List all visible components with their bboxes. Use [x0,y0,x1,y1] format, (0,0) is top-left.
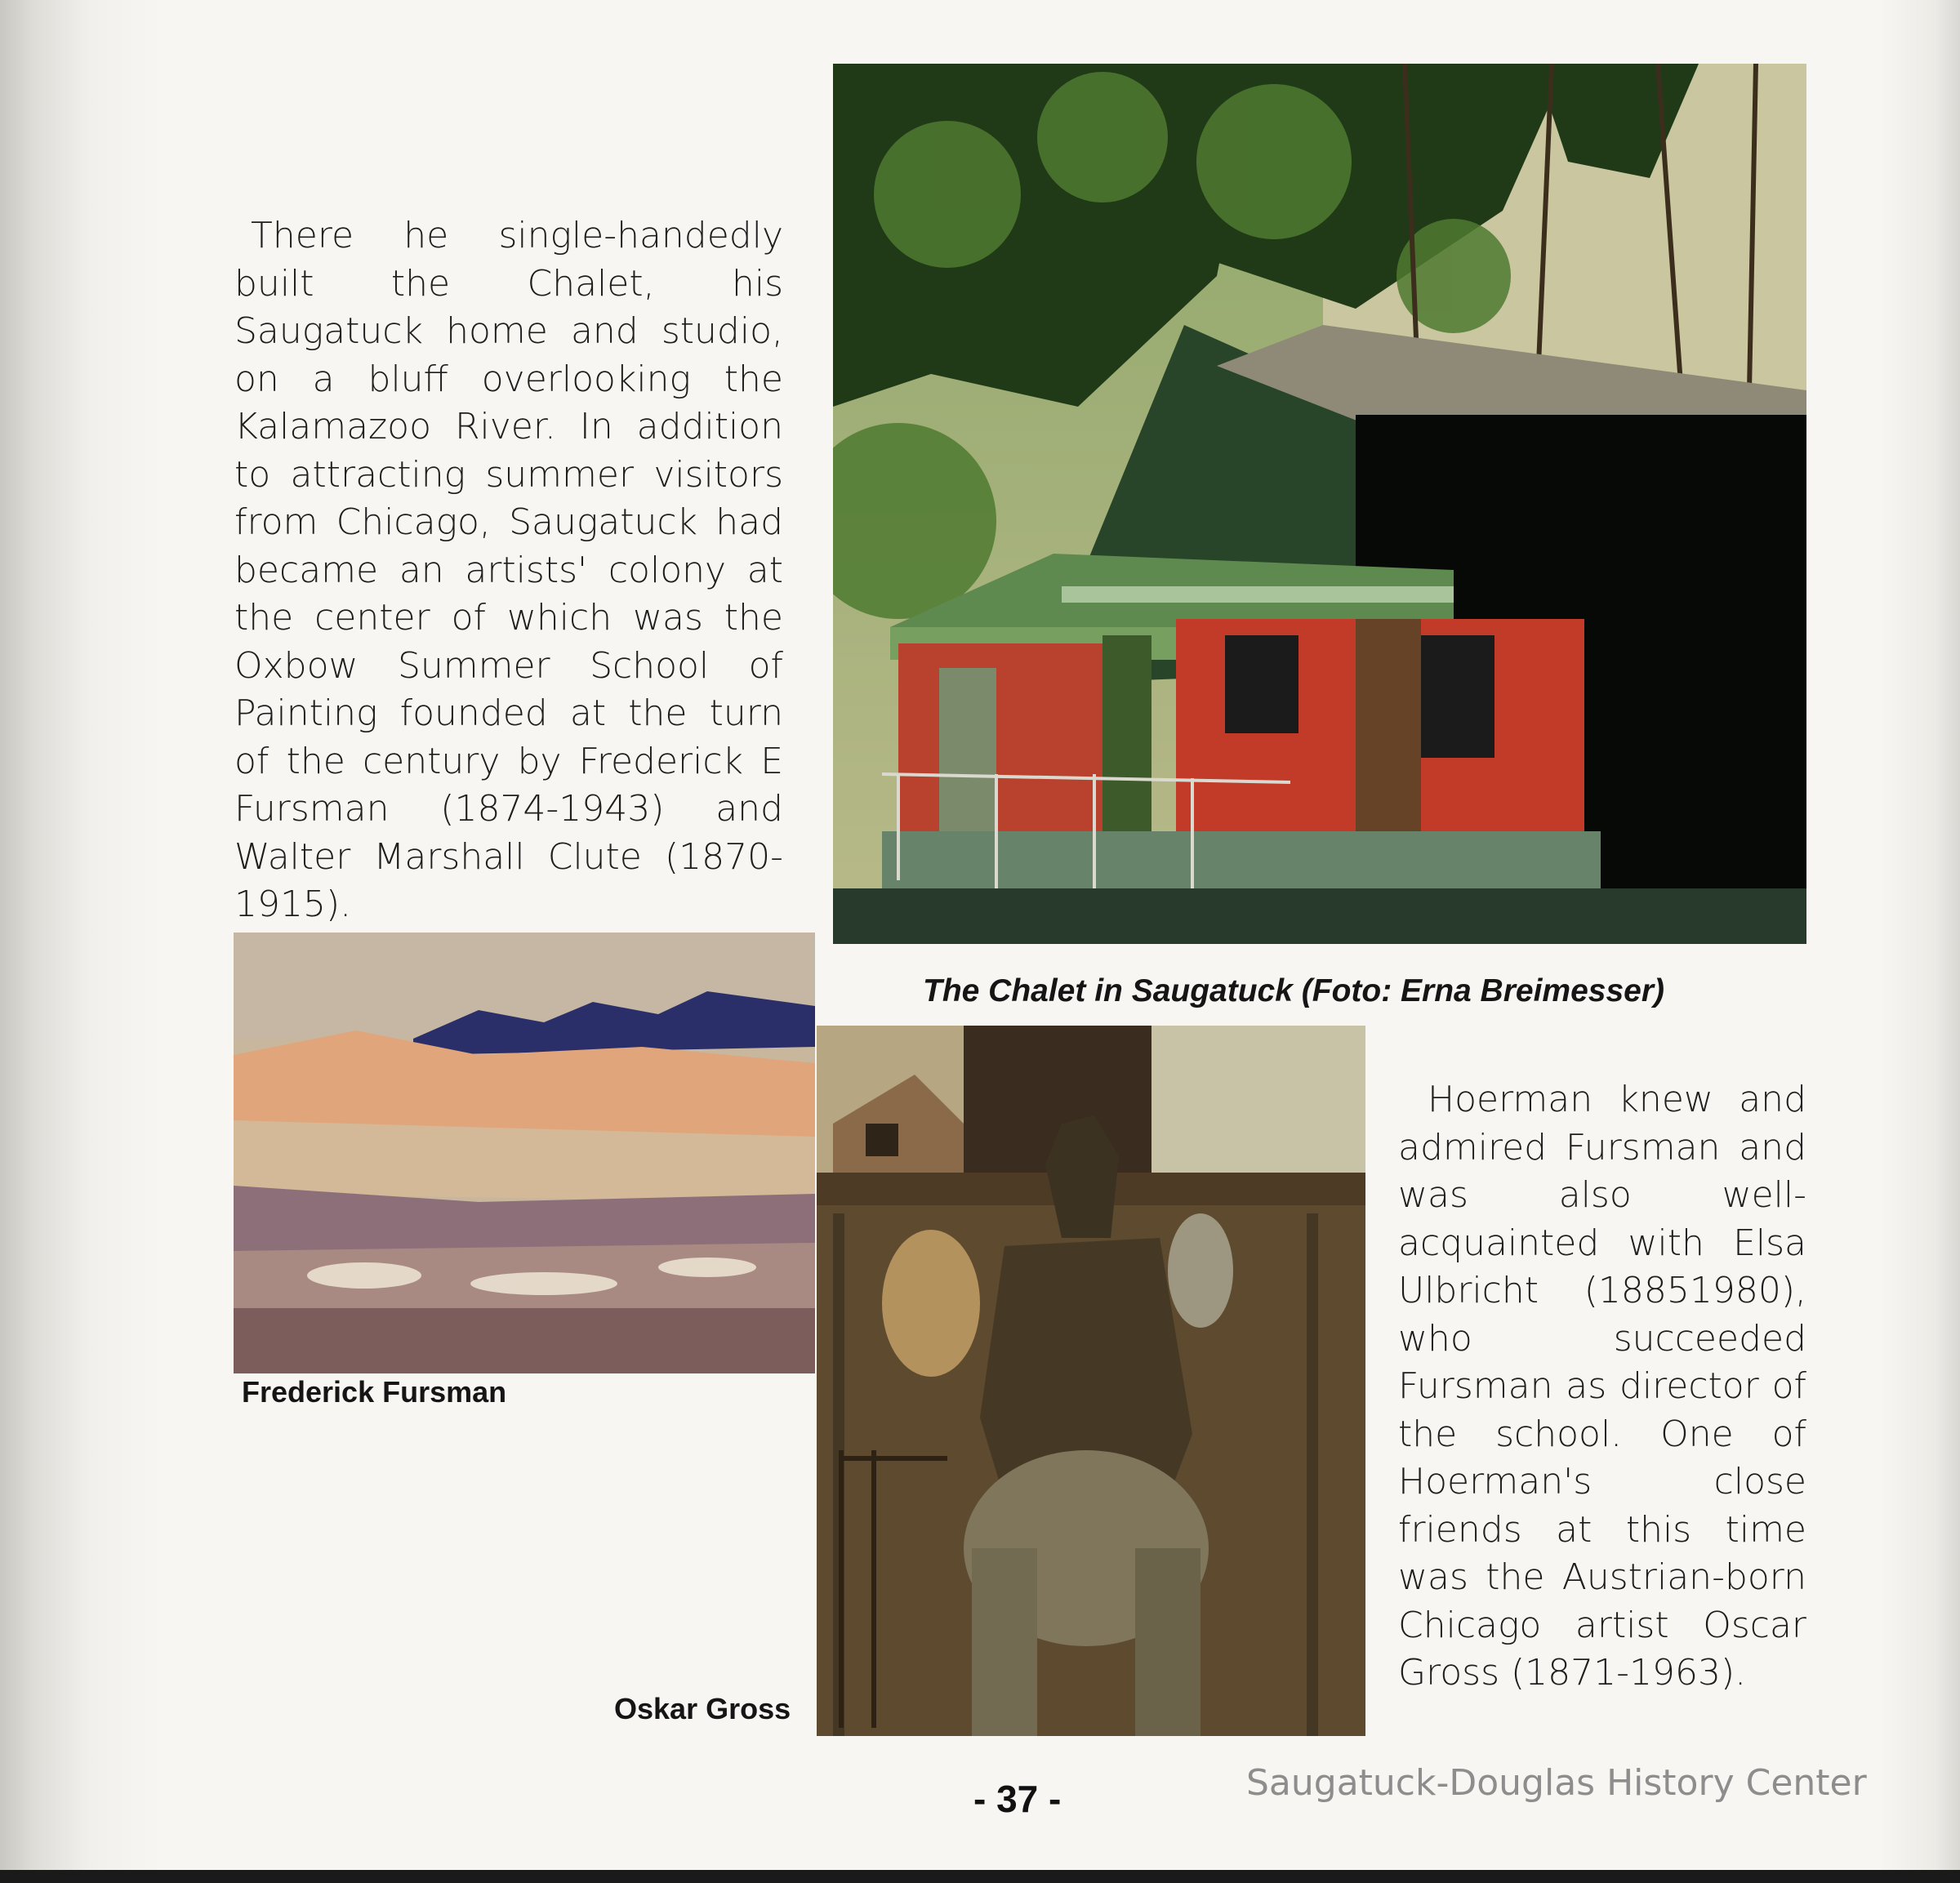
fursman-painting-image [234,933,815,1373]
fursman-caption: Frederick Fursman [242,1375,507,1409]
fursman-painting [234,933,815,1373]
chalet-photo [833,64,1806,944]
chalet-caption: The Chalet in Saugatuck (Foto: Erna Breimesser) [923,973,1665,1008]
gross-caption: Oskar Gross [614,1692,791,1725]
page-number: - 37 - [973,1778,1062,1820]
gross-painting-image [817,1026,1365,1736]
chalet-photo-image [833,64,1806,944]
page-bottom-edge [0,1870,1960,1883]
archive-watermark: Saugatuck-Douglas History Center [1246,1762,1867,1804]
intro-paragraph: There he single-handedly built the Chalet, his Saugatuck home and studio, on a bluff overlooking the Kalamazoo River. In addition to attracting summer visitors from Chicago, Saugatuck had became an artists' colony at the center of which was the Oxbow Summer School of Painting founded at the turn of the century by Frederick E Fursman (1874-1943) and Walter Marshall Clute (1870-1915). [234,215,783,925]
hoerman-paragraph: Hoerman knew and admired Fursman and was also well-acquainted with Elsa Ulbricht (18851980), who succeeded Fursman as director of the school. One of Hoerman's close friends at this time was the Austrian-born Chicago artist Oscar Gross (1871-1963). [1398,1079,1806,1694]
gross-painting [817,1026,1365,1736]
